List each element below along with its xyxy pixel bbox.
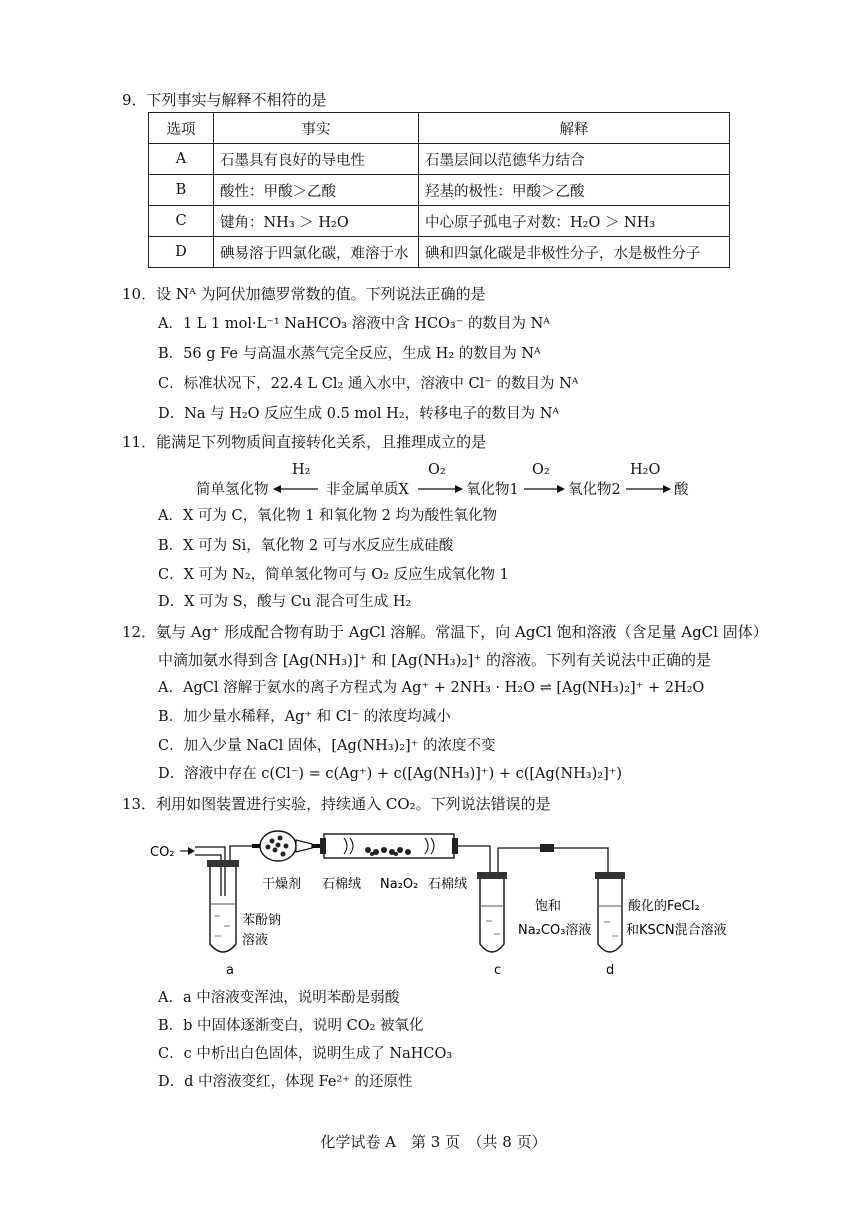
tube-a-letter: a xyxy=(226,963,234,978)
tube-c-label-2: Na₂CO₃溶液 xyxy=(518,923,592,938)
table-cell: 羟基的极性：甲酸＞乙酸 xyxy=(419,175,730,206)
table-cell: C xyxy=(149,206,214,237)
tube-d-letter: d xyxy=(606,963,615,978)
table-cell: 石墨具有良好的导电性 xyxy=(214,144,419,175)
q10-stem: 10．设 Nᴬ 为阿伏加德罗常数的值。下列说法正确的是 xyxy=(122,285,486,303)
q9-stem: 9．下列事实与解释不相符的是 xyxy=(122,91,327,109)
chain-oxide2: 氧化物2 xyxy=(568,482,621,498)
chain-o2-label-1: O₂ xyxy=(428,462,446,478)
q13-option-b: B．b 中固体逐渐变白，说明 CO₂ 被氧化 xyxy=(158,1018,424,1034)
chain-arrow-right-icon xyxy=(624,482,672,496)
page-footer: 化学试卷 A 第 3 页 （共 8 页） xyxy=(320,1133,547,1151)
tube-c-label-1: 饱和 xyxy=(535,899,562,914)
chain-element: 非金属单质X xyxy=(326,482,409,498)
tube-a xyxy=(207,860,239,952)
q11-conversion-chain xyxy=(196,462,716,502)
q11-option-c: C．X 可为 N₂，简单氢化物可与 O₂ 反应生成氧化物 1 xyxy=(158,567,509,583)
chain-hydride: 简单氢化物 xyxy=(196,482,269,498)
chain-arrow-left-icon xyxy=(272,482,320,496)
q10-option-a: A．1 L 1 mol·L⁻¹ NaHCO₃ 溶液中含 HCO₃⁻ 的数目为 Nᴬ xyxy=(158,316,550,332)
table-row xyxy=(149,175,730,206)
co2-label: CO₂ xyxy=(150,845,175,860)
tube-d-label-2: 和KSCN混合溶液 xyxy=(626,923,727,938)
q10-option-b: B．56 g Fe 与高温水蒸气完全反应，生成 H₂ 的数目为 Nᴬ xyxy=(158,346,541,362)
q12-option-d: D．溶液中存在 c(Cl⁻) = c(Ag⁺) + c([Ag(NH₃)]⁺) + c([Ag(NH₃)₂]⁺) xyxy=(158,766,623,782)
chain-arrow-right-icon xyxy=(416,482,464,496)
asbestos-right-label: 石棉绒 xyxy=(428,877,468,892)
tube-a-label-1: 苯酚钠 xyxy=(242,913,282,928)
chain-h2-label: H₂ xyxy=(292,462,311,478)
chain-h2o-label: H₂O xyxy=(630,462,661,478)
chain-o2-label-2: O₂ xyxy=(532,462,550,478)
chain-acid: 酸 xyxy=(674,482,689,498)
q12-stem-line2: 中滴加氨水得到含 [Ag(NH₃)]⁺ 和 [Ag(NH₃)₂]⁺ 的溶液。下列有关说法中正确的是 xyxy=(158,651,712,669)
table-cell: 碘易溶于四氯化碳，难溶于水 xyxy=(214,237,419,268)
q12-option-c: C．加入少量 NaCl 固体，[Ag(NH₃)₂]⁺ 的浓度不变 xyxy=(158,738,496,754)
table-row xyxy=(149,206,730,237)
tube-c-letter: c xyxy=(494,963,502,978)
q11-option-d: D．X 可为 S，酸与 Cu 混合可生成 H₂ xyxy=(158,594,412,610)
table-header-fact: 事实 xyxy=(214,113,419,144)
table-cell: B xyxy=(149,175,214,206)
tube-d-label-1: 酸化的FeCl₂ xyxy=(628,899,700,914)
table-header-option: 选项 xyxy=(149,113,214,144)
q9-table xyxy=(148,112,730,268)
drying-tube xyxy=(252,831,324,861)
q12-stem-line1: 12．氨与 Ag⁺ 形成配合物有助于 AgCl 溶解。常温下，向 AgCl 饱和溶液（含足量 AgCl 固体） xyxy=(122,623,768,641)
reaction-tube-b xyxy=(320,834,458,858)
q11-option-b: B．X 可为 Si，氧化物 2 可与水反应生成硅酸 xyxy=(158,538,454,554)
table-cell: 石墨层间以范德华力结合 xyxy=(419,144,730,175)
table-cell: A xyxy=(149,144,214,175)
q13-option-a: A．a 中溶液变浑浊，说明苯酚是弱酸 xyxy=(158,990,400,1006)
table-cell: 碘和四氯化碳是非极性分子，水是极性分子 xyxy=(419,237,730,268)
table-cell: D xyxy=(149,237,214,268)
chain-oxide1: 氧化物1 xyxy=(466,482,519,498)
table-header-explanation: 解释 xyxy=(419,113,730,144)
desiccant-label: 干燥剂 xyxy=(262,877,302,892)
q13-apparatus-diagram xyxy=(140,826,760,984)
table-row xyxy=(149,237,730,268)
tube-c xyxy=(477,872,507,952)
q13-option-c: C．c 中析出白色固体，说明生成了 NaHCO₃ xyxy=(158,1046,453,1062)
table-cell: 中心原子孤电子对数：H₂O ＞ NH₃ xyxy=(419,206,730,237)
q12-option-b: B．加少量水稀释，Ag⁺ 和 Cl⁻ 的浓度均减小 xyxy=(158,709,451,725)
chain-arrow-right-icon xyxy=(522,482,566,496)
tube-d xyxy=(595,872,625,952)
q11-stem: 11．能满足下列物质间直接转化关系，且推理成立的是 xyxy=(122,433,487,451)
tube-a-label-2: 溶液 xyxy=(242,933,269,948)
q10-option-c: C．标准状况下，22.4 L Cl₂ 通入水中，溶液中 Cl⁻ 的数目为 Nᴬ xyxy=(158,376,579,392)
q11-option-a: A．X 可为 C，氧化物 1 和氧化物 2 均为酸性氧化物 xyxy=(158,508,497,524)
na2o2-label: Na₂O₂ xyxy=(380,877,419,892)
q12-option-a: A．AgCl 溶解于氨水的离子方程式为 Ag⁺ + 2NH₃ · H₂O ⇌ [Ag(NH₃)₂]⁺ + 2H₂O xyxy=(158,680,705,696)
q13-option-d: D．d 中溶液变红，体现 Fe²⁺ 的还原性 xyxy=(158,1074,413,1090)
q10-option-d: D．Na 与 H₂O 反应生成 0.5 mol H₂，转移电子的数目为 Nᴬ xyxy=(158,406,559,422)
table-cell: 酸性：甲酸＞乙酸 xyxy=(214,175,419,206)
asbestos-left-label: 石棉绒 xyxy=(322,877,362,892)
table-header-row xyxy=(149,113,730,144)
q13-stem: 13．利用如图装置进行实验，持续通入 CO₂。下列说法错误的是 xyxy=(122,795,551,813)
table-row xyxy=(149,144,730,175)
table-cell: 键角：NH₃ ＞ H₂O xyxy=(214,206,419,237)
